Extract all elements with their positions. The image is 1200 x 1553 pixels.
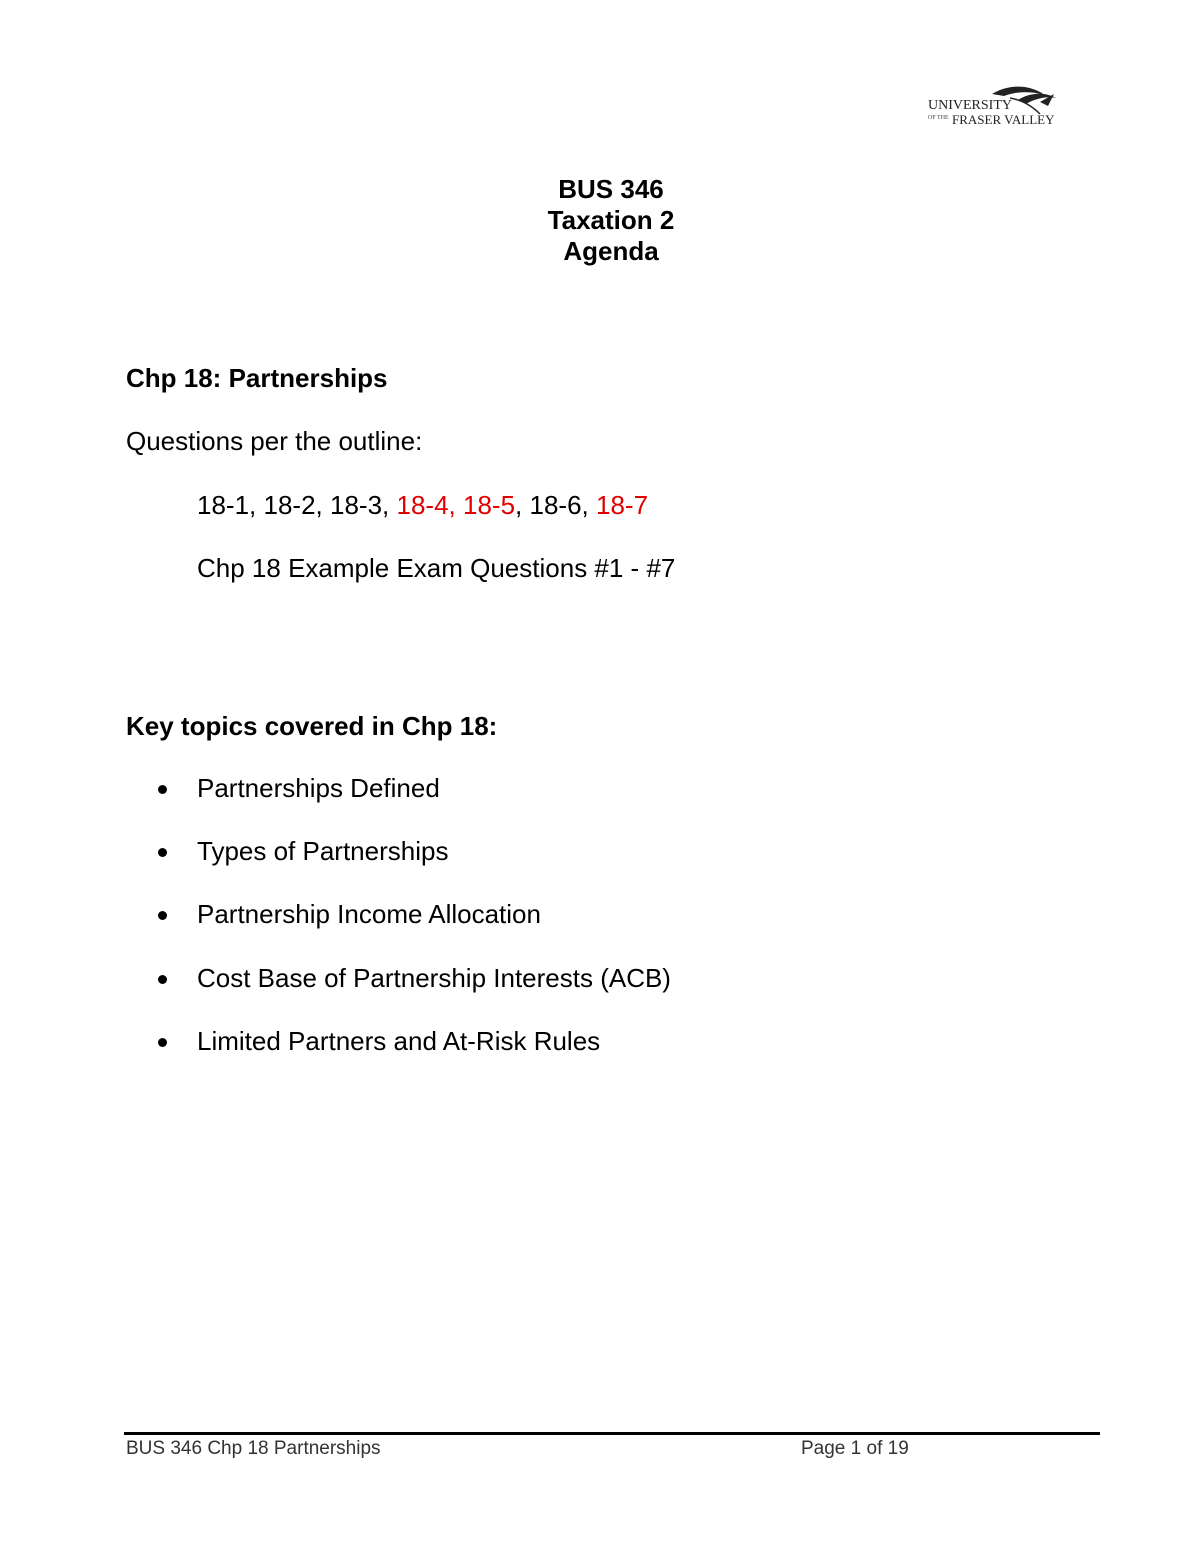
course-name: Taxation 2 — [547, 205, 675, 235]
question-18-4: 18-4, — [396, 490, 463, 520]
university-logo — [922, 84, 1060, 130]
example-questions: Chp 18 Example Exam Questions #1 - #7 — [197, 553, 676, 583]
logo-of: OF THE — [928, 115, 949, 121]
logo-line-1: UNIVERSITY — [928, 98, 1012, 113]
bullet-icon — [158, 785, 167, 794]
list-item — [0, 836, 1000, 867]
list-item — [0, 899, 1000, 930]
bullet-icon — [158, 1038, 167, 1047]
list-item — [0, 1026, 1000, 1057]
topic-text: Partnerships Defined — [197, 773, 440, 803]
key-topics-heading: Key topics covered in Chp 18: — [126, 711, 498, 741]
document-title — [0, 174, 1200, 267]
bullet-icon — [158, 848, 167, 857]
topic-text: Types of Partnerships — [197, 836, 449, 866]
question-list — [197, 490, 648, 521]
list-item — [0, 963, 1000, 994]
question-18-2: 18-2, — [263, 490, 330, 520]
topic-text: Cost Base of Partnership Interests (ACB) — [197, 963, 671, 993]
question-18-6: 18-6, — [529, 490, 596, 520]
agenda-label: Agenda — [563, 236, 659, 266]
question-18-1: 18-1, — [197, 490, 264, 520]
question-separator: , — [515, 490, 530, 520]
bullet-icon — [158, 911, 167, 920]
chapter-heading: Chp 18: Partnerships — [126, 363, 388, 393]
footer-page-number: Page 1 of 19 — [801, 1438, 909, 1459]
list-item — [0, 773, 1000, 804]
logo-line-2: FRASER VALLEY — [952, 112, 1055, 127]
question-18-5: 18-5 — [463, 490, 516, 520]
question-18-3: 18-3, — [330, 490, 397, 520]
question-18-7: 18-7 — [596, 490, 649, 520]
footer-document-title: BUS 346 Chp 18 Partnerships — [126, 1438, 381, 1459]
bullet-icon — [158, 975, 167, 984]
questions-intro: Questions per the outline: — [126, 426, 423, 456]
footer-divider — [124, 1432, 1100, 1435]
topic-text: Limited Partners and At-Risk Rules — [197, 1026, 601, 1056]
course-code: BUS 346 — [558, 174, 664, 204]
topic-text: Partnership Income Allocation — [197, 899, 541, 929]
